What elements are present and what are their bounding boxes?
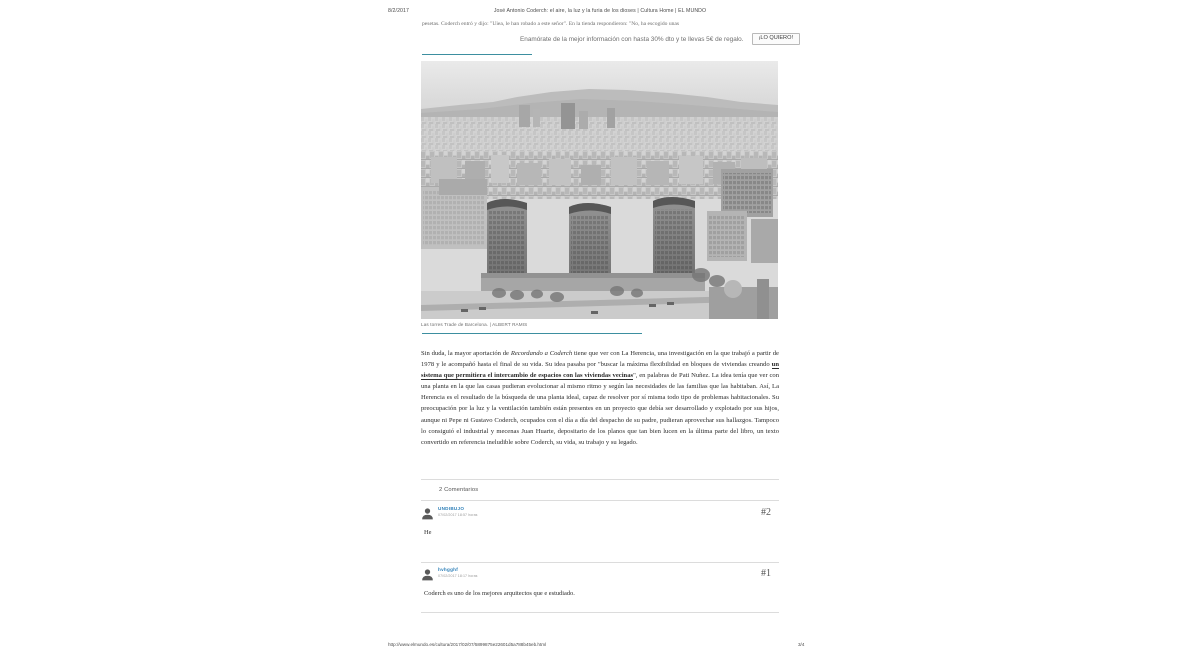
article-paragraph [421, 348, 779, 448]
comments-divider-2 [421, 612, 779, 613]
comment-author[interactable]: hvhgghf [438, 567, 459, 572]
promo-cta-button[interactable]: ¡LO QUIERO! [752, 33, 801, 45]
comments-divider-top [421, 479, 779, 480]
accent-rule-bottom [422, 333, 642, 334]
comment-number: #2 [761, 507, 771, 518]
comment-timestamp: 07/02/2017 18:17 horas [438, 573, 478, 578]
article-text-mid: tiene que ver con La Herencia, una investigación en la que trabajó a partir de 1978 y le acompañó hasta el final de su vida. Su idea pasaba por "buscar la máxima flexibilidad en bloques de viviendas creando [421, 350, 779, 369]
page-number: 3/4 [798, 642, 805, 647]
promo-banner [422, 32, 800, 46]
caption-text: Las torres Trade de Barcelona. [421, 322, 489, 327]
comment-body: He [424, 529, 432, 536]
comment-body: Coderch es uno de los mejores arquitectos que e estudiado. [424, 590, 575, 597]
promo-message: Enamórate de la mejor información con hasta 30% dto y te llevas 5€ de regalo. [520, 35, 744, 43]
accent-rule-top [422, 54, 532, 55]
photo-caption [421, 322, 781, 327]
article-text-lead: Sin duda, la mayor aportación de [421, 350, 511, 357]
print-date: 8/2/2017 [388, 8, 410, 14]
source-url: http://www.elmundo.es/cultura/2017/02/07/5899875e22601d5a788b45eb.html [388, 642, 547, 647]
avatar-icon [421, 507, 434, 520]
comment-author[interactable]: UNDIBUJO [438, 506, 465, 511]
comments-count: 2 Comentarios [439, 487, 479, 493]
comment-number: #1 [761, 568, 771, 579]
document-title: José Antonio Coderch: el aire, la luz y la furia de los dioses | Cultura Home | EL MUNDO [493, 8, 707, 14]
photo-credit: ALBERT RAMIS [492, 322, 528, 327]
avatar-icon [421, 568, 434, 581]
clipped-paragraph: pesetas. Coderch entró y dijo: "Uiea, le han robado a este señor". En la tienda respondieron: "No, ha escogido unas [422, 21, 680, 27]
article-photo [421, 61, 778, 319]
article-highlight-link[interactable]: un sistema que permitiera el intercambio de espacios con las viviendas vecinas [421, 361, 779, 380]
comments-divider-1 [421, 562, 779, 563]
caption-separator: | [489, 322, 491, 327]
book-title: Recordando a Coderch [510, 350, 573, 357]
comment-item [421, 566, 779, 616]
comment-timestamp: 07/02/2017 18:57 horas [438, 512, 478, 517]
comments-divider-header [421, 500, 779, 501]
comment-item [421, 505, 779, 555]
article-text-tail: ", en palabras de Pati Nuñez. La idea tenía que ver con una planta en la que las casas pudieran evolucionar al mismo ritmo y según las necesidades de las familias que las habitaban. Así, La Herencia es el resultado de la búsqueda de una planta ideal, capaz de resolver por sí misma todo tipo de problemas habitacionales. Su preocupación por la luz y la ventilación también están presentes en un proyecto que debía ser desarrollado y explotado por sus hijos, aunque ni Pepe ni Gustavo Coderch, ocupados con el día a día del despacho de su padre, pudieran aprovechar sus hallazgos. Tampoco lo consiguió el industrial y mecenas Juan Huarte, depositario de los planos que tan bien lucen en la última parte del libro, un texto convertido en referencia ineludible sobre Coderch, su vida, su trabajo y su legado. [421, 372, 779, 446]
